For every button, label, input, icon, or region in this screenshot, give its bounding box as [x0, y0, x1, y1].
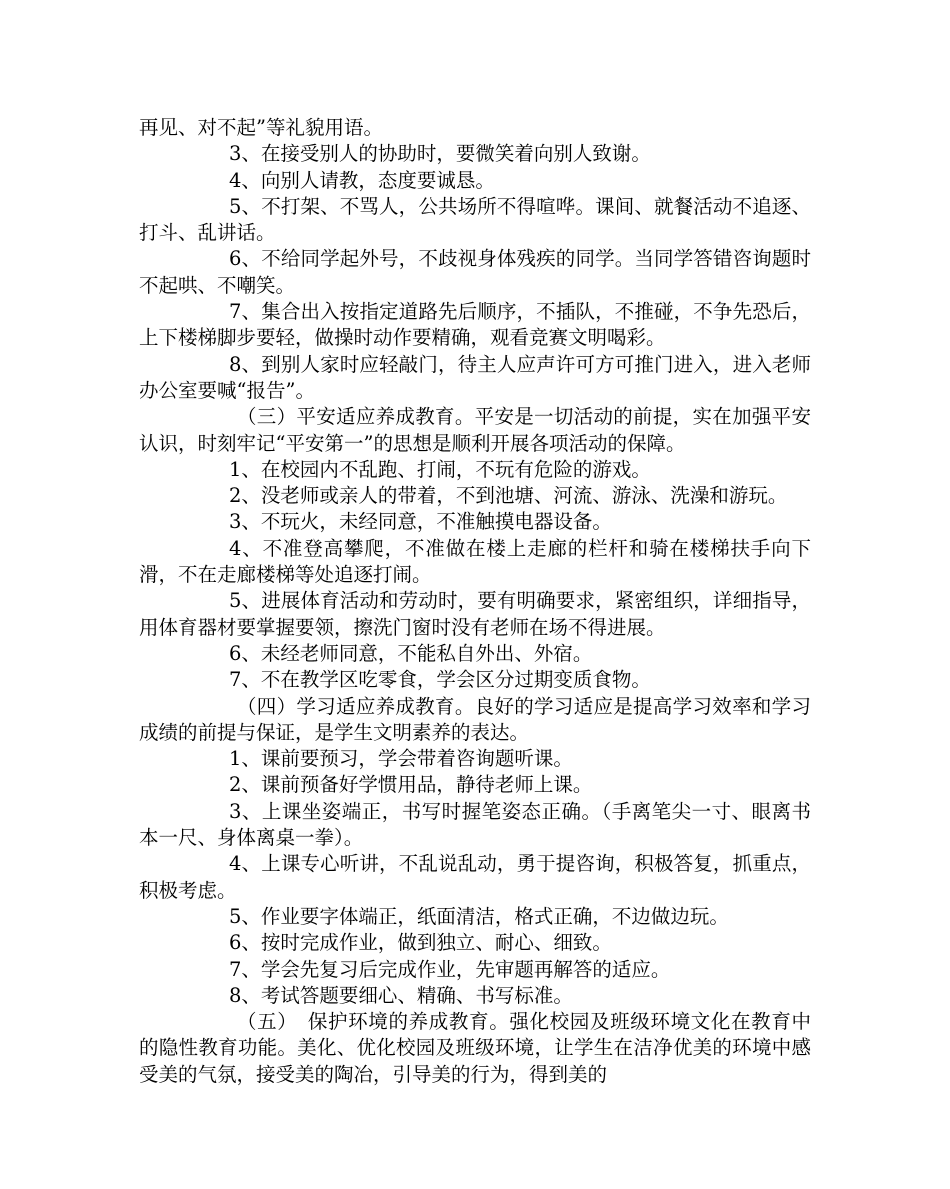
list-item: 5、作业要字体端正，纸面清洁，格式正确，不边做边玩。	[229, 904, 729, 928]
list-item: 7、学会先复习后完成作业，先审题再解答的适应。	[229, 957, 671, 981]
list-item: 5、不打架、不骂人，公共场所不得喧哗。课间、就餐活动不追逐、打斗、乱讲话。	[139, 194, 811, 245]
list-item: 7、集合出入按指定道路先后顺序，不插队，不推碰，不争先恐后，上下楼梯脚步要轻，做操时动作要精确，观看竞赛文明喝彩。	[139, 300, 811, 350]
list-item: 2、课前预备好学惯用品，静待老师上课。	[229, 773, 593, 797]
list-item: 5、进展体育活动和劳动时，要有明确要求，紧密组织，详细指导，用体育器材要掌握要领，擦洗门窗时没有老师在场不得进展。	[139, 589, 811, 639]
list-item: 6、按时完成作业，做到独立、耐心、细致。	[229, 931, 612, 955]
document-body	[139, 115, 811, 1088]
list-item: 1、在校园内不乱跑、打闹，不玩有危险的游戏。	[229, 457, 651, 481]
list-item: 8、考试答题要细心、精确、书写标准。	[229, 983, 573, 1007]
list-item: 3、不玩火，未经同意，不准触摸电器设备。	[229, 510, 612, 534]
list-item: 4、不准登高攀爬，不准做在楼上走廊的栏杆和骑在楼梯扶手向下滑，不在走廊楼梯等处追逐打闹。	[139, 536, 811, 587]
list-item: 4、上课专心听讲，不乱说乱动，勇于提咨询，积极答复，抓重点，积极考虑。	[139, 852, 811, 902]
list-item: 6、不给同学起外号，不歧视身体残疾的同学。当同学答错咨询题时不起哄、不嘲笑。	[139, 247, 811, 297]
list-item: 1、课前要预习，学会带着咨询题听课。	[229, 747, 573, 771]
paragraph: 再见、对不起”等礼貌用语。	[139, 116, 383, 139]
list-item: 4、向别人请教，态度要诚恳。	[229, 168, 495, 192]
list-item: 7、不在教学区吃零食，学会区分过期变质食物。	[229, 668, 651, 692]
list-item: 6、未经老师同意，不能私自外出、外宿。	[229, 641, 593, 665]
section-heading-paragraph: （五） 保护环境的养成教育。强化校园及班级环境文化在教育中的隐性教育功能。美化、优化校园及班级环境，让学生在洁净优美的环境中感受美的气氛，接受美的陶冶，引导美的行为，得到美的	[139, 1010, 811, 1086]
list-item: 3、在接受别人的协助时，要微笑着向别人致谢。	[229, 142, 651, 166]
list-item: 8、到别人家时应轻敲门，待主人应声许可方可推门进入，进入老师办公室要喊“报告”。	[139, 352, 811, 402]
section-heading-paragraph: （三）平安适应养成教育。平安是一切活动的前提，实在加强平安认识，时刻牢记“平安第一”的思想是顺利开展各项活动的保障。	[139, 405, 811, 455]
list-item: 3、上课坐姿端正，书写时握笔姿态正确。（手离笔尖一寸、眼离书本一尺、身体离桌一拳）。	[139, 799, 811, 850]
list-item: 2、没老师或亲人的带着，不到池塘、河流、游泳、洗澡和游玩。	[229, 484, 788, 508]
section-heading-paragraph: （四）学习适应养成教育。良好的学习适应是提高学习效率和学习成绩的前提与保证，是学生文明素养的表达。	[139, 694, 811, 744]
